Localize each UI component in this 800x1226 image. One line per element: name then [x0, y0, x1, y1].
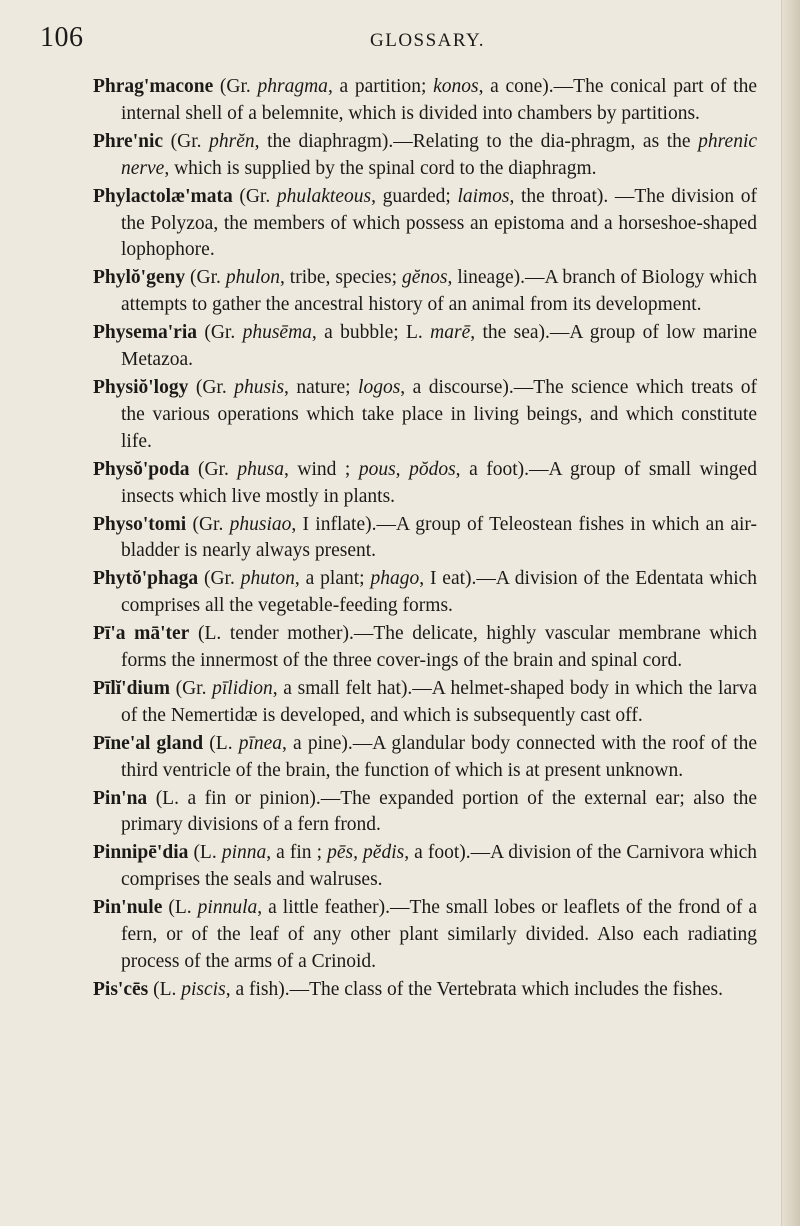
glossary-entry [93, 621, 757, 675]
entry-headword: Physo'tomi [93, 513, 187, 535]
glossary-entry [93, 375, 757, 456]
entry-headword: Pīlĭ'dium [93, 677, 170, 699]
glossary-entry [93, 977, 757, 1004]
entry-etymon: logos [358, 376, 401, 398]
entry-etymon: marē [430, 322, 471, 344]
entry-text: (L. a fin or pinion).—The expanded portion of the external ear; also the primary divisions of a fern frond. [121, 787, 757, 836]
entry-text: (Gr. [188, 376, 227, 398]
entry-headword: Phre'nic [93, 130, 164, 152]
entry-etymon: phrenic nerve [121, 130, 758, 179]
glossary-entry [93, 184, 757, 265]
entry-etymon: phusiao [229, 513, 292, 535]
entry-headword: Phytŏ'phaga [93, 568, 199, 590]
page-number: 106 [40, 22, 84, 53]
entry-text: (Gr. [189, 458, 229, 480]
entry-etymon: pinna [221, 842, 267, 864]
glossary-entry [93, 895, 757, 976]
entry-text: (L. [188, 842, 217, 864]
entry-space [235, 322, 242, 343]
glossary-entry [93, 731, 757, 785]
entry-etymon: phusēma [242, 322, 312, 344]
glossary-entry [93, 566, 757, 620]
glossary-entry [93, 129, 757, 183]
entry-headword: Phrag'macone [93, 76, 214, 97]
entry-text: , lineage).—A branch of Biology which attempts to gather the ancestral history of an animal from its development. [121, 267, 758, 316]
glossary-entry [93, 457, 757, 511]
entry-headword: Pin'na [93, 787, 148, 809]
entry-etymon: piscis [181, 978, 226, 1000]
entry-text: , guarded; [371, 185, 451, 207]
entry-headword: Physiŏ'logy [93, 376, 189, 398]
entry-etymon: konos [433, 76, 479, 97]
entry-text: , the throat). —The division of the Polyzoa, the members of which possess an epistoma and a horseshoe-shaped lophophore. [121, 185, 758, 261]
entry-text: , I inflate).—A group of Teleostean fishes in which an air-bladder is nearly always present. [121, 513, 758, 562]
entry-text: , a discourse).—The science which treats of the various operations which take place in living beings, and which constitute life. [121, 376, 758, 452]
entry-text: , a bubble; L. [311, 322, 423, 344]
entry-etymon: phulon [225, 267, 280, 289]
entry-text: , a foot).—A division of the Carnivora which comprises the seals and walruses. [121, 842, 758, 891]
entry-headword: Phylactolæ'mata [93, 185, 233, 207]
entry-etymon: pinnula [197, 897, 258, 919]
entry-etymon: phragma [257, 76, 328, 97]
page-header [40, 22, 760, 56]
entry-text: , a fish).—The class of the Vertebrata which includes the fishes. [225, 978, 723, 1000]
entry-headword: Pinnipē'dia [93, 842, 189, 864]
entry-headword: Physema'ria [93, 322, 197, 344]
page-edge [781, 0, 800, 1226]
entry-etymon: laimos [457, 185, 510, 207]
entry-text: (L. [162, 897, 192, 919]
entry-etymon: phusa [237, 458, 284, 480]
entry-text: (L. [203, 732, 233, 754]
entry-text: , a foot).—A group of small winged insects which live mostly in plants. [121, 458, 758, 507]
entry-text: , a cone).—The conical part of the internal shell of a belemnite, which is divided into chambers by partitions. [121, 76, 757, 124]
glossary-entry [93, 320, 757, 374]
entry-etymon: phulakteous [276, 185, 372, 207]
entry-text: , which is supplied by the spinal cord to the diaphragm. [164, 157, 597, 179]
entry-space [270, 186, 277, 207]
entry-space [251, 76, 258, 97]
entry-etymon: pēs, pĕdis [327, 842, 405, 864]
entry-headword: Phylŏ'geny [93, 267, 186, 289]
entry-text: (Gr. [232, 185, 271, 207]
entry-text: , the sea).—A group of low marine Metazoa. [121, 322, 757, 371]
entry-etymon: pīlidion [212, 677, 273, 699]
entry-headword: Pī'a mā'ter [93, 623, 190, 645]
entry-text: (L. [148, 978, 177, 1000]
entry-text: (Gr. [185, 267, 221, 289]
entry-text: , a plant; [294, 568, 365, 590]
entry-text: , wind ; [283, 458, 351, 480]
entry-text: (Gr. [169, 677, 207, 699]
entry-text: , nature; [284, 376, 351, 398]
entry-text: (Gr. [186, 513, 224, 535]
glossary-entry [93, 265, 757, 319]
entry-etymon: phrĕn [209, 130, 255, 152]
entry-text: , the diaphragm).—Relating to the dia-phragm, as the [254, 130, 691, 152]
entry-text: , a partition; [327, 76, 427, 97]
glossary-entry [93, 512, 757, 566]
entry-text: (L. tender mother).—The delicate, highly vascular membrane which forms the innermost of the three cover-ings of the brain and spinal cord. [121, 623, 757, 672]
entry-text: , a small felt hat).—A helmet-shaped body in which the larva of the Nemertidæ is developed, and which is subsequently cast off. [121, 677, 758, 726]
entry-etymon: pous, pŏdos [358, 458, 456, 480]
entry-text: , a pine).—A glandular body connected with the roof of the third ventricle of the brain, the function of which is at present unknown. [121, 732, 758, 781]
entry-etymon: phusis [234, 376, 285, 398]
entry-headword: Pīne'al gland [93, 732, 204, 754]
entry-text: , tribe, species; [280, 267, 398, 289]
entry-etymon: phuton [240, 568, 295, 590]
glossary-entry [93, 786, 757, 840]
entry-headword: Physŏ'poda [93, 458, 190, 480]
glossary-entry [93, 676, 757, 730]
glossary-entry [93, 74, 757, 128]
entry-text: , a little feather).—The small lobes or leaflets of the frond of a fern, or of the leaf of any other plant similarly divided. Also each radiating process of the arms of a Crinoid. [121, 897, 758, 972]
entry-etymon: pīnea [238, 732, 283, 754]
entry-text: (Gr. [198, 568, 235, 590]
running-head: GLOSSARY. [370, 30, 486, 51]
entry-etymon: phago [370, 568, 420, 590]
entry-text: , a fin ; [266, 842, 323, 864]
entry-text: (Gr. [213, 76, 251, 97]
entry-text: (Gr. [196, 322, 236, 344]
entry-text: (Gr. [163, 130, 202, 152]
entry-headword: Pis'cēs [93, 978, 149, 1000]
entry-text: , I eat).—A division of the Edentata which comprises all the vegetable-feeding forms. [121, 568, 758, 617]
entry-etymon: gĕnos [402, 267, 448, 289]
glossary-entry [93, 840, 757, 894]
entry-space [202, 131, 210, 152]
glossary-entries [93, 74, 757, 1005]
entry-headword: Pin'nule [93, 897, 163, 919]
